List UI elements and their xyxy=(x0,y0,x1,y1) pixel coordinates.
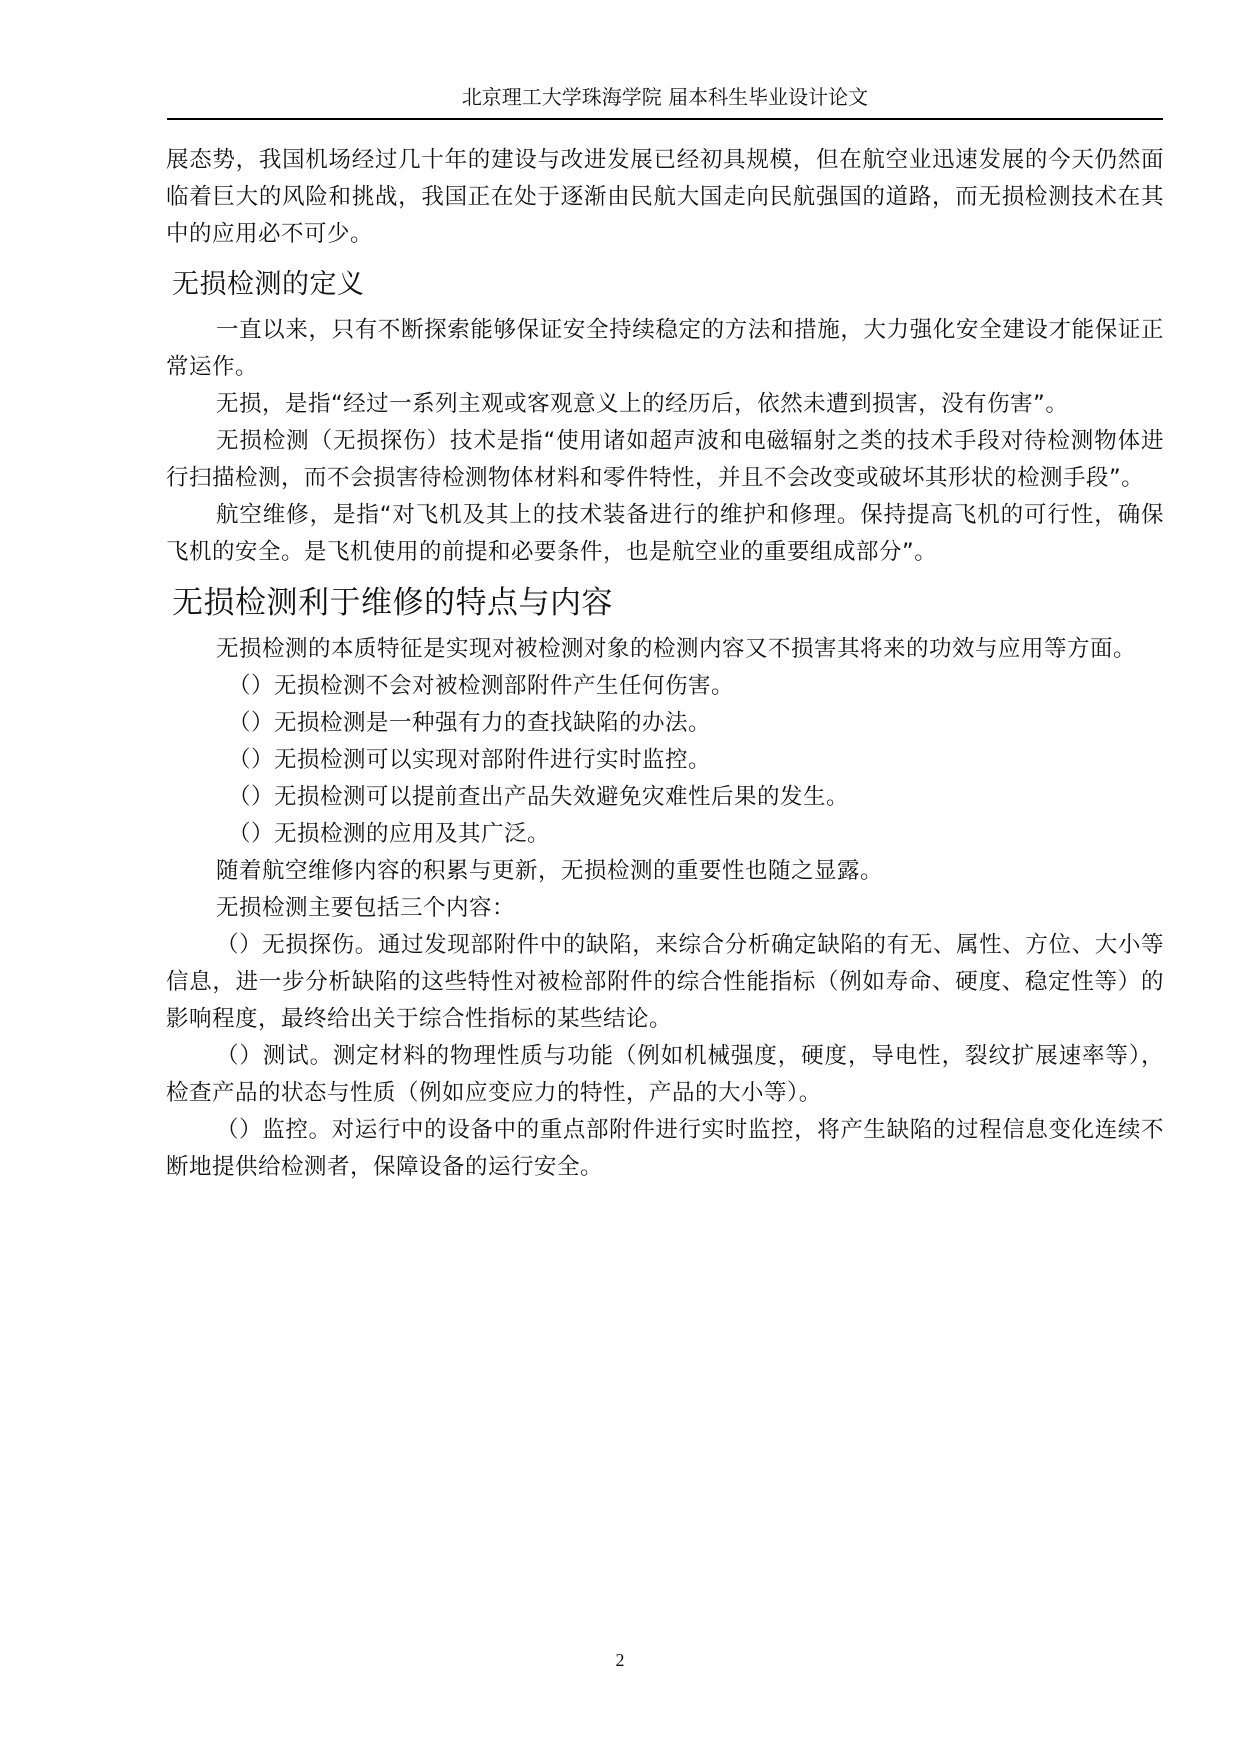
section-heading-features: 无损检测利于维修的特点与内容 xyxy=(172,585,613,621)
content-item: （）无损探伤。通过发现部附件中的缺陷，来综合分析确定缺陷的有无、属性、方位、大小等信息，进一步分析缺陷的这些特性对被检部附件的综合性能指标（例如寿命、硬度、稳定性等）的影响程度，最终给出关于综合性指标的某些结论。 xyxy=(166,932,1164,1032)
paragraph: 无损检测主要包括三个内容： xyxy=(216,895,516,921)
paragraph: 一直以来，只有不断探索能够保证安全持续稳定的方法和措施，大力强化安全建设才能保证正常运作。 xyxy=(166,317,1164,380)
paragraph: 无损检测的本质特征是实现对被检测对象的检测内容又不损害其将来的功效与应用等方面。 xyxy=(216,636,1137,662)
paragraph: 随着航空维修内容的积累与更新，无损检测的重要性也随之显露。 xyxy=(216,858,884,884)
feature-item: （）无损检测的应用及其广泛。 xyxy=(228,821,551,847)
feature-item: （）无损检测不会对被检测部附件产生任何伤害。 xyxy=(228,673,735,699)
content-item: （）测试。测定材料的物理性质与功能（例如机械强度，硬度，导电性，裂纹扩展速率等），检查产品的状态与性质（例如应变应力的特性，产品的大小等）。 xyxy=(166,1043,1164,1106)
page-number: 2 xyxy=(615,1650,625,1670)
feature-item: （）无损检测可以实现对部附件进行实时监控。 xyxy=(228,747,712,773)
document-body xyxy=(166,142,1164,1186)
intro-paragraph: 展态势，我国机场经过几十年的建设与改进发展已经初具规模，但在航空业迅速发展的今天仍然面临着巨大的风险和挑战，我国正在处于逐渐由民航大国走向民航强国的道路，而无损检测技术在其中的应用必不可少。 xyxy=(166,147,1164,247)
paragraph: 无损检测（无损探伤）技术是指“使用诸如超声波和电磁辐射之类的技术手段对待检测物体进行扫描检测，而不会损害待检测物体材料和零件特性，并且不会改变或破坏其形状的检测手段”。 xyxy=(166,428,1164,491)
feature-item: （）无损检测是一种强有力的查找缺陷的办法。 xyxy=(228,710,712,736)
page-header: 北京理工大学珠海学院 届本科生毕业设计论文 xyxy=(461,85,869,109)
section-heading-definition: 无损检测的定义 xyxy=(172,269,365,300)
paragraph: 无损，是指“经过一系列主观或客观意义上的经历后，依然未遭到损害，没有伤害”。 xyxy=(216,391,1069,417)
header-rule xyxy=(167,118,1163,120)
feature-item: （）无损检测可以提前查出产品失效避免灾难性后果的发生。 xyxy=(228,784,850,810)
paragraph: 航空维修，是指“对飞机及其上的技术装备进行的维护和修理。保持提高飞机的可行性，确保飞机的安全。是飞机使用的前提和必要条件，也是航空业的重要组成部分”。 xyxy=(166,502,1164,565)
content-item: （）监控。对运行中的设备中的重点部附件进行实时监控，将产生缺陷的过程信息变化连续不断地提供给检测者，保障设备的运行安全。 xyxy=(166,1117,1164,1180)
